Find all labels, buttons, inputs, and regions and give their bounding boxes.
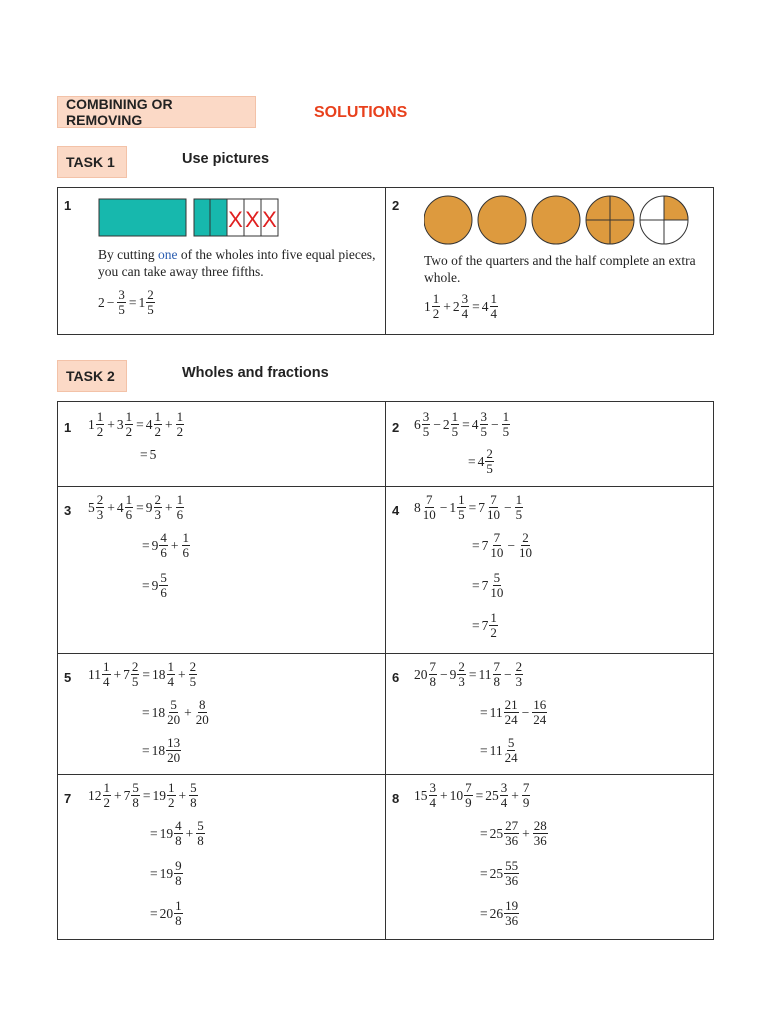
task2-cell-3 — [58, 487, 386, 654]
item-number: 7 — [64, 791, 72, 806]
item2-equation: 1 $\frac{1}{2}$ + 2 $\frac{3}{4}$ = 4 $\frac{1}{4}$ — [424, 291, 497, 321]
whole-circle — [478, 196, 526, 244]
item-number: 3 — [64, 503, 72, 518]
equation-line: 15 $\frac{3}{4}$ + 10 $\frac{7}{9}$ = 25 $\frac{3}{4}$ + $\frac{7}{9}$ — [414, 780, 530, 810]
fifth-piece — [210, 199, 227, 236]
task1-cell-1 — [58, 188, 386, 335]
task2-cell-6 — [386, 654, 714, 775]
task2-cell-7 — [58, 775, 386, 940]
task1-heading: Use pictures — [182, 151, 270, 167]
item-number: 4 — [392, 503, 400, 518]
circles-picture — [424, 194, 704, 246]
equation-line: 8 $\frac{7}{10}$ − 1 $\frac{1}{5}$ = 7 $\frac{7}{10}$ − $\frac{1}{5}$ — [414, 492, 523, 522]
task1-cell-2 — [386, 188, 714, 335]
cross-mark: X — [262, 207, 277, 232]
equation-line: = 18 $\frac{5}{20}$ + $\frac{8}{20}$ — [142, 697, 209, 727]
task2-table — [57, 401, 714, 940]
fifth-piece — [194, 199, 210, 236]
whole-circle — [424, 196, 472, 244]
item1-equation: 2 − $\frac{3}{5}$ = 1 $\frac{2}{5}$ — [98, 287, 154, 317]
task2-heading: Wholes and fractions — [182, 365, 329, 381]
equation-line: = 9 $\frac{5}{6}$ — [142, 570, 167, 600]
solutions-title: SOLUTIONS — [314, 104, 408, 121]
equation-line: = 18 $\frac{13}{20}$ — [142, 735, 181, 765]
task2-cell-1 — [58, 402, 386, 487]
cross-mark: X — [245, 207, 260, 232]
cross-mark: X — [228, 207, 243, 232]
equation-line: = 9 $\frac{4}{6}$ + $\frac{1}{6}$ — [142, 530, 189, 560]
item2-explanation: Two of the quarters and the half complete an extra whole. — [424, 253, 696, 285]
equation-line: = 20 $\frac{1}{8}$ — [150, 898, 182, 928]
item-number: 6 — [392, 670, 400, 685]
section-label: COMBINING OR REMOVING — [57, 96, 256, 128]
item-number: 8 — [392, 791, 400, 806]
equation-line: 11 $\frac{1}{4}$ + 7 $\frac{2}{5}$ = 18 $\frac{1}{4}$ + $\frac{2}{5}$ — [88, 659, 197, 689]
task1-table — [57, 187, 714, 335]
equation-line: = 11 $\frac{21}{24}$ − $\frac{16}{24}$ — [480, 697, 547, 727]
item-number: 1 — [64, 198, 72, 213]
equation-line: 6 $\frac{3}{5}$ − 2 $\frac{1}{5}$ = 4 $\frac{3}{5}$ − $\frac{1}{5}$ — [414, 409, 510, 439]
equation-line: = 19 $\frac{4}{8}$ + $\frac{5}{8}$ — [150, 818, 204, 848]
task2-label: TASK 2 — [57, 360, 127, 392]
whole-rectangle — [99, 199, 186, 236]
item1-explanation: By cutting one of the wholes into five equal pieces, you can take away three fifths. — [98, 247, 376, 279]
rectangles-picture — [98, 198, 298, 238]
item-number: 2 — [392, 198, 400, 213]
task1-label: TASK 1 — [57, 146, 127, 178]
task2-cell-5 — [58, 654, 386, 775]
equation-line: = 4 $\frac{2}{5}$ — [468, 446, 493, 476]
equation-line: = 7 $\frac{5}{10}$ — [472, 570, 504, 600]
equation-line: = 19 $\frac{9}{8}$ — [150, 858, 182, 888]
task2-cell-8 — [386, 775, 714, 940]
task2-cell-2 — [386, 402, 714, 487]
equation-line: 20 $\frac{7}{8}$ − 9 $\frac{2}{3}$ = 11 $\frac{7}{8}$ − $\frac{2}{3}$ — [414, 659, 523, 689]
item-number: 5 — [64, 670, 72, 685]
equation-line: = 7 $\frac{7}{10}$ − $\frac{2}{10}$ — [472, 530, 532, 560]
equation-line: = 7 $\frac{1}{2}$ — [472, 610, 497, 640]
equation-line: 1 $\frac{1}{2}$ + 3 $\frac{1}{2}$ = 4 $\frac{1}{2}$ + $\frac{1}{2}$ — [88, 409, 184, 439]
equation-line: = 25 $\frac{27}{36}$ + $\frac{28}{36}$ — [480, 818, 547, 848]
whole-circle — [532, 196, 580, 244]
equation-line: = 25 $\frac{55}{36}$ — [480, 858, 519, 888]
equation-line: = 5 — [140, 447, 157, 462]
equation-line: = 26 $\frac{19}{36}$ — [480, 898, 519, 928]
item-number: 1 — [64, 420, 72, 435]
item-number: 2 — [392, 420, 400, 435]
task2-cell-4 — [386, 487, 714, 654]
equation-line: 12 $\frac{1}{2}$ + 7 $\frac{5}{8}$ = 19 $\frac{1}{2}$ + $\frac{5}{8}$ — [88, 780, 197, 810]
equation-line: = 11 $\frac{5}{24}$ — [480, 735, 518, 765]
equation-line: 5 $\frac{2}{3}$ + 4 $\frac{1}{6}$ = 9 $\frac{2}{3}$ + $\frac{1}{6}$ — [88, 492, 184, 522]
